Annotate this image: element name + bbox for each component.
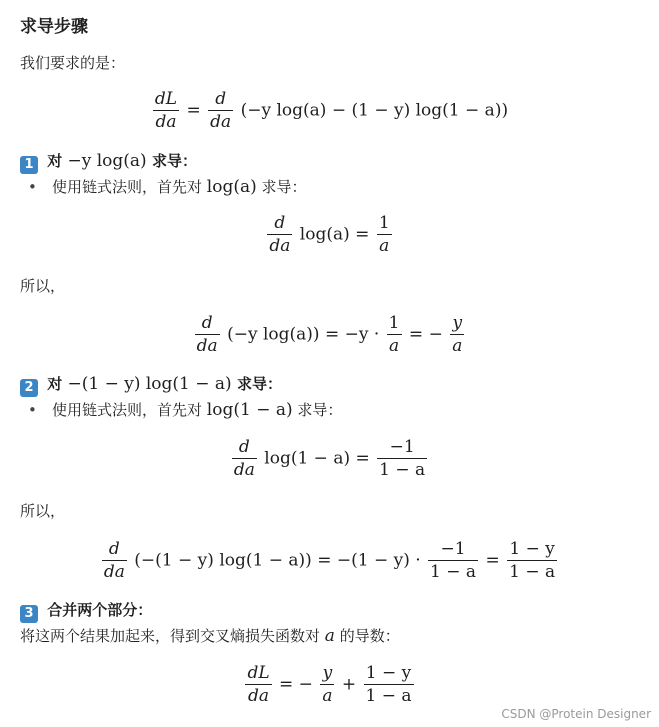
step-1-heading: [20, 150, 197, 174]
step-badge-3: 3: [20, 605, 38, 623]
denominator: da: [210, 112, 232, 132]
denominator: 1 − a: [430, 562, 477, 582]
expression-middle: −(1 − y) ·: [336, 550, 421, 571]
text-before: 将这两个结果加起来，得到交叉熵损失函数对: [20, 627, 321, 645]
numerator: d: [208, 88, 233, 111]
text-var: a: [324, 626, 335, 646]
denominator: a: [322, 686, 333, 706]
equals-sign: =: [408, 324, 424, 345]
expression: (−(1 − y) log(1 − a)): [134, 550, 312, 571]
numerator: 1: [388, 313, 400, 333]
step-1-bullet: [28, 176, 307, 197]
expression: log(a): [299, 224, 350, 245]
page-title: 求导步骤: [20, 17, 88, 37]
expression: (−y log(a) − (1 − y) log(1 − a)): [240, 100, 509, 121]
numerator: 1 − y: [507, 538, 557, 561]
fraction-y-a: [320, 662, 334, 707]
step-2-so-text: 所以，: [20, 502, 66, 520]
step-2-bullet: [28, 399, 342, 420]
denominator: da: [103, 562, 125, 582]
denominator: da: [233, 460, 255, 480]
fraction-result: [507, 538, 557, 583]
equals-sign: =: [186, 100, 201, 121]
bullet-text: 使用链式法则，首先对: [52, 178, 203, 196]
numerator: −1: [428, 538, 478, 561]
minus-sign: −: [298, 674, 313, 695]
fraction-dl-da: [245, 662, 271, 707]
equals-sign: =: [355, 224, 370, 245]
numerator: d: [267, 212, 292, 235]
plus-sign: +: [341, 674, 357, 695]
fraction-result: [377, 436, 427, 481]
denominator: a: [452, 336, 463, 356]
step-badge-1: 1: [20, 156, 38, 174]
fraction-d-da: [208, 88, 233, 133]
denominator: da: [155, 112, 177, 132]
step-2-equation-a: [0, 436, 659, 481]
denominator: da: [269, 236, 291, 256]
bullet-dot-icon: •: [28, 178, 37, 196]
fraction-factor: [387, 312, 402, 357]
main-equation: [0, 88, 659, 133]
fraction-dl-da: [153, 88, 179, 133]
numerator: dL: [154, 89, 178, 109]
bullet-suffix: 求导：: [297, 401, 343, 419]
numerator: y: [320, 662, 334, 685]
numerator: d: [232, 436, 257, 459]
numerator: d: [195, 312, 220, 335]
step-prefix: 对: [47, 152, 63, 170]
numerator: 1: [378, 213, 390, 233]
equals-sign: =: [279, 674, 294, 695]
step-3-heading: [20, 599, 152, 623]
numerator: d: [102, 538, 127, 561]
numerator: 1 − y: [364, 662, 414, 685]
bullet-text: 使用链式法则，首先对: [52, 401, 203, 419]
step-label: 合并两个部分：: [47, 601, 153, 619]
expression: log(1 − a): [264, 448, 351, 469]
equals-sign: =: [317, 550, 332, 571]
step-3-equation: [0, 662, 659, 707]
fraction-result: [450, 312, 464, 357]
equals-sign: =: [355, 448, 370, 469]
step-2-equation-b: [0, 538, 659, 583]
step-1-so-text: 所以，: [20, 277, 66, 295]
fraction-1y-1a: [364, 662, 414, 707]
fraction-result: [377, 212, 392, 257]
step-prefix: 对: [47, 375, 63, 393]
step-suffix: 求导：: [151, 152, 197, 170]
equals-sign: =: [324, 324, 340, 345]
step-expr: −y log(a): [67, 151, 147, 171]
bullet-dot-icon: •: [28, 401, 37, 419]
fraction-d-da: [232, 436, 257, 481]
step-badge-2: 2: [20, 379, 38, 397]
numerator: y: [450, 312, 464, 335]
intro-text: 我们要求的是：: [20, 54, 126, 72]
step-2-heading: [20, 373, 282, 397]
text-after: 的导数：: [339, 627, 400, 645]
denominator: 1 − a: [379, 460, 426, 480]
expression-middle: −y ·: [344, 324, 380, 345]
step-expr: −(1 − y) log(1 − a): [67, 374, 232, 394]
step-1-equation-b: [0, 312, 659, 357]
fraction-d-da: [267, 212, 292, 257]
step-3-text: [20, 625, 400, 646]
fraction-d-da: [195, 312, 220, 357]
bullet-suffix: 求导：: [261, 178, 307, 196]
fraction-factor: [428, 538, 478, 583]
denominator: da: [248, 686, 270, 706]
bullet-expr: log(1 − a): [206, 400, 293, 420]
denominator: da: [196, 336, 218, 356]
denominator: a: [389, 336, 400, 356]
numerator: −1: [377, 436, 427, 459]
step-1-equation-a: [0, 212, 659, 257]
denominator: a: [379, 236, 390, 256]
minus-sign: −: [428, 324, 443, 345]
watermark: CSDN @Protein Designer: [501, 707, 651, 721]
numerator: dL: [247, 663, 270, 683]
expression: (−y log(a)): [227, 324, 320, 345]
bullet-expr: log(a): [206, 177, 257, 197]
denominator: 1 − a: [509, 562, 556, 582]
equals-sign: =: [485, 550, 500, 571]
fraction-d-da: [102, 538, 127, 583]
denominator: 1 − a: [365, 686, 412, 706]
step-suffix: 求导：: [236, 375, 282, 393]
